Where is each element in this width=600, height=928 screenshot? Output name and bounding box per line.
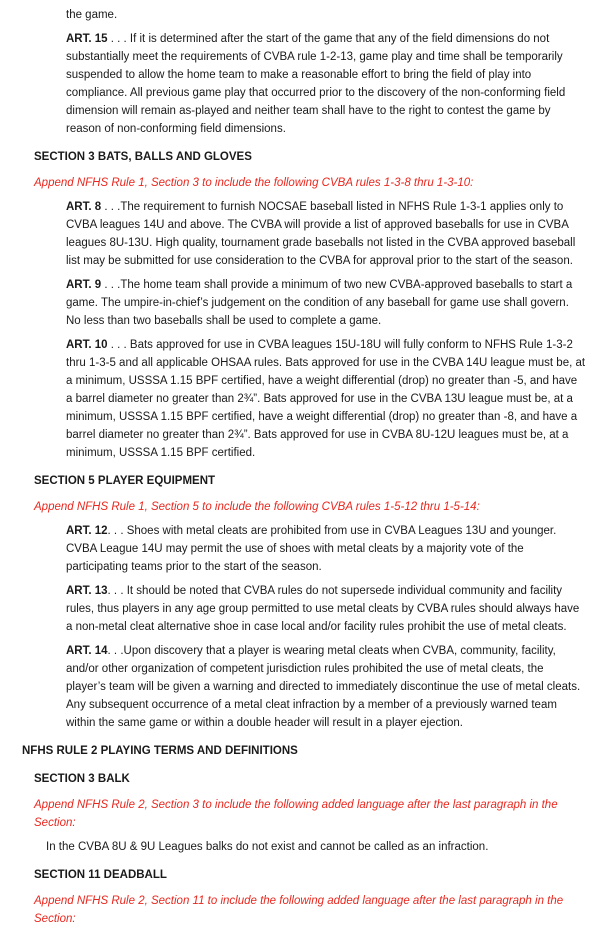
article-12: [66, 522, 586, 576]
section-5-equipment-heading: SECTION 5 PLAYER EQUIPMENT: [34, 475, 216, 487]
article-9: [66, 276, 586, 330]
article-14-text: . . .Upon discovery that a player is wearing metal cleats when CVBA, community, facility, and/or other organization of competent jurisdiction rules prohibited the use of metal cleats, the player’s team will be given a warning and directed to immediately discontinue the use of metal cleats. Any subsequent occurrence of a metal cleat infraction by a member of a previously warned team within the same game or within a double header will result in a player ejection.: [66, 645, 581, 729]
article-10-number: ART. 10: [66, 339, 108, 351]
article-13-number: ART. 13: [66, 585, 108, 597]
section-5-append-note: Append NFHS Rule 1, Section 5 to include the following CVBA rules 1-5-12 thru 1-5-14:: [34, 501, 480, 513]
article-15-text: . . . If it is determined after the start of the game that any of the field dimensions do not substantially meet the requirements of CVBA rule 1-2-13, game play and time shall be temporarily suspended to allow the home team to make a reasonable effort to bring the field of play into compliance. All previous game play that occurred prior to the discovery of the non-conforming field dimension will remain as-played and neither team shall have to the right to contest the game by reason of non-conforming field dimensions.: [66, 33, 566, 135]
article-14-number: ART. 14: [66, 645, 108, 657]
article-8-text: . . .The requirement to furnish NOCSAE baseball listed in NFHS Rule 1-3-1 applies only to CVBA leagues 14U and above. The CVBA will provide a list of approved baseballs for use in CVBA leagues 8U-13U. High quality, tournament grade baseballs not listed in the CVBA approved baseball list may be submitted for use consideration to the CVBA for approval prior to the start of the season.: [66, 201, 576, 267]
article-13: [66, 582, 586, 636]
article-8-number: ART. 8: [66, 201, 102, 213]
article-12-text: . . . Shoes with metal cleats are prohibited from use in CVBA Leagues 13U and younger. CVBA League 14U may permit the use of shoes with metal cleats by a majority vote of the participating teams prior to the start of the season.: [66, 525, 557, 573]
article-15-number: ART. 15: [66, 33, 108, 45]
section-11-deadball-heading: SECTION 11 DEADBALL: [34, 869, 167, 881]
section-3-bats-heading: SECTION 3 BATS, BALLS AND GLOVES: [34, 151, 252, 163]
article-15: [66, 30, 586, 138]
article-14: [66, 642, 586, 732]
intro-tail-text: the game.: [66, 9, 118, 21]
balk-append-note: Append NFHS Rule 2, Section 3 to include the following added language after the last paragraph in the Section:: [34, 799, 558, 829]
article-10-text: . . . Bats approved for use in CVBA leagues 15U-18U will fully conform to NFHS Rule 1-3-2 thru 1-3-5 and all applicable OHSAA rules. Bats approved for use in the CVBA 14U league must be, at a minimum, USSSA 1.15 BPF certified, have a weight differential (drop) no greater than -5, and have a barrel diameter no greater than 2¾”. Bats approved for use in the CVBA 13U league must be, at a minimum, USSSA 1.15 BPF certified, have a weight differential (drop) no greater than -8, and have a barrel diameter no greater than 2¾”. Bats approved for use in CVBA 8U-12U leagues must be, at a minimum, USSSA 1.15 BPF certified.: [66, 339, 586, 459]
section-3-append-note: Append NFHS Rule 1, Section 3 to include the following CVBA rules 1-3-8 thru 1-3-10:: [34, 177, 474, 189]
article-10: [66, 336, 586, 462]
article-9-number: ART. 9: [66, 279, 102, 291]
section-3-balk-heading: SECTION 3 BALK: [34, 773, 130, 785]
article-12-number: ART. 12: [66, 525, 108, 537]
article-8: [66, 198, 586, 270]
article-13-text: . . . It should be noted that CVBA rules do not supersede individual community and facility rules, thus players in any age group permitted to use metal cleats by CVBA rules should always have a non-metal cleat alternative shoe in case local and/or facility rules prohibit the use of metal cleats.: [66, 585, 580, 633]
deadball-append-note: Append NFHS Rule 2, Section 11 to include the following added language after the last paragraph in the Section:: [34, 895, 564, 925]
article-9-text: . . .The home team shall provide a minimum of two new CVBA-approved baseballs to start a game. The umpire-in-chief’s judgement on the condition of any baseball for game use shall govern. No less than two baseballs shall be used to complete a game.: [66, 279, 573, 327]
balk-text: In the CVBA 8U & 9U Leagues balks do not exist and cannot be called as an infraction.: [46, 841, 489, 853]
rule-2-heading: NFHS RULE 2 PLAYING TERMS AND DEFINITIONS: [22, 745, 298, 757]
